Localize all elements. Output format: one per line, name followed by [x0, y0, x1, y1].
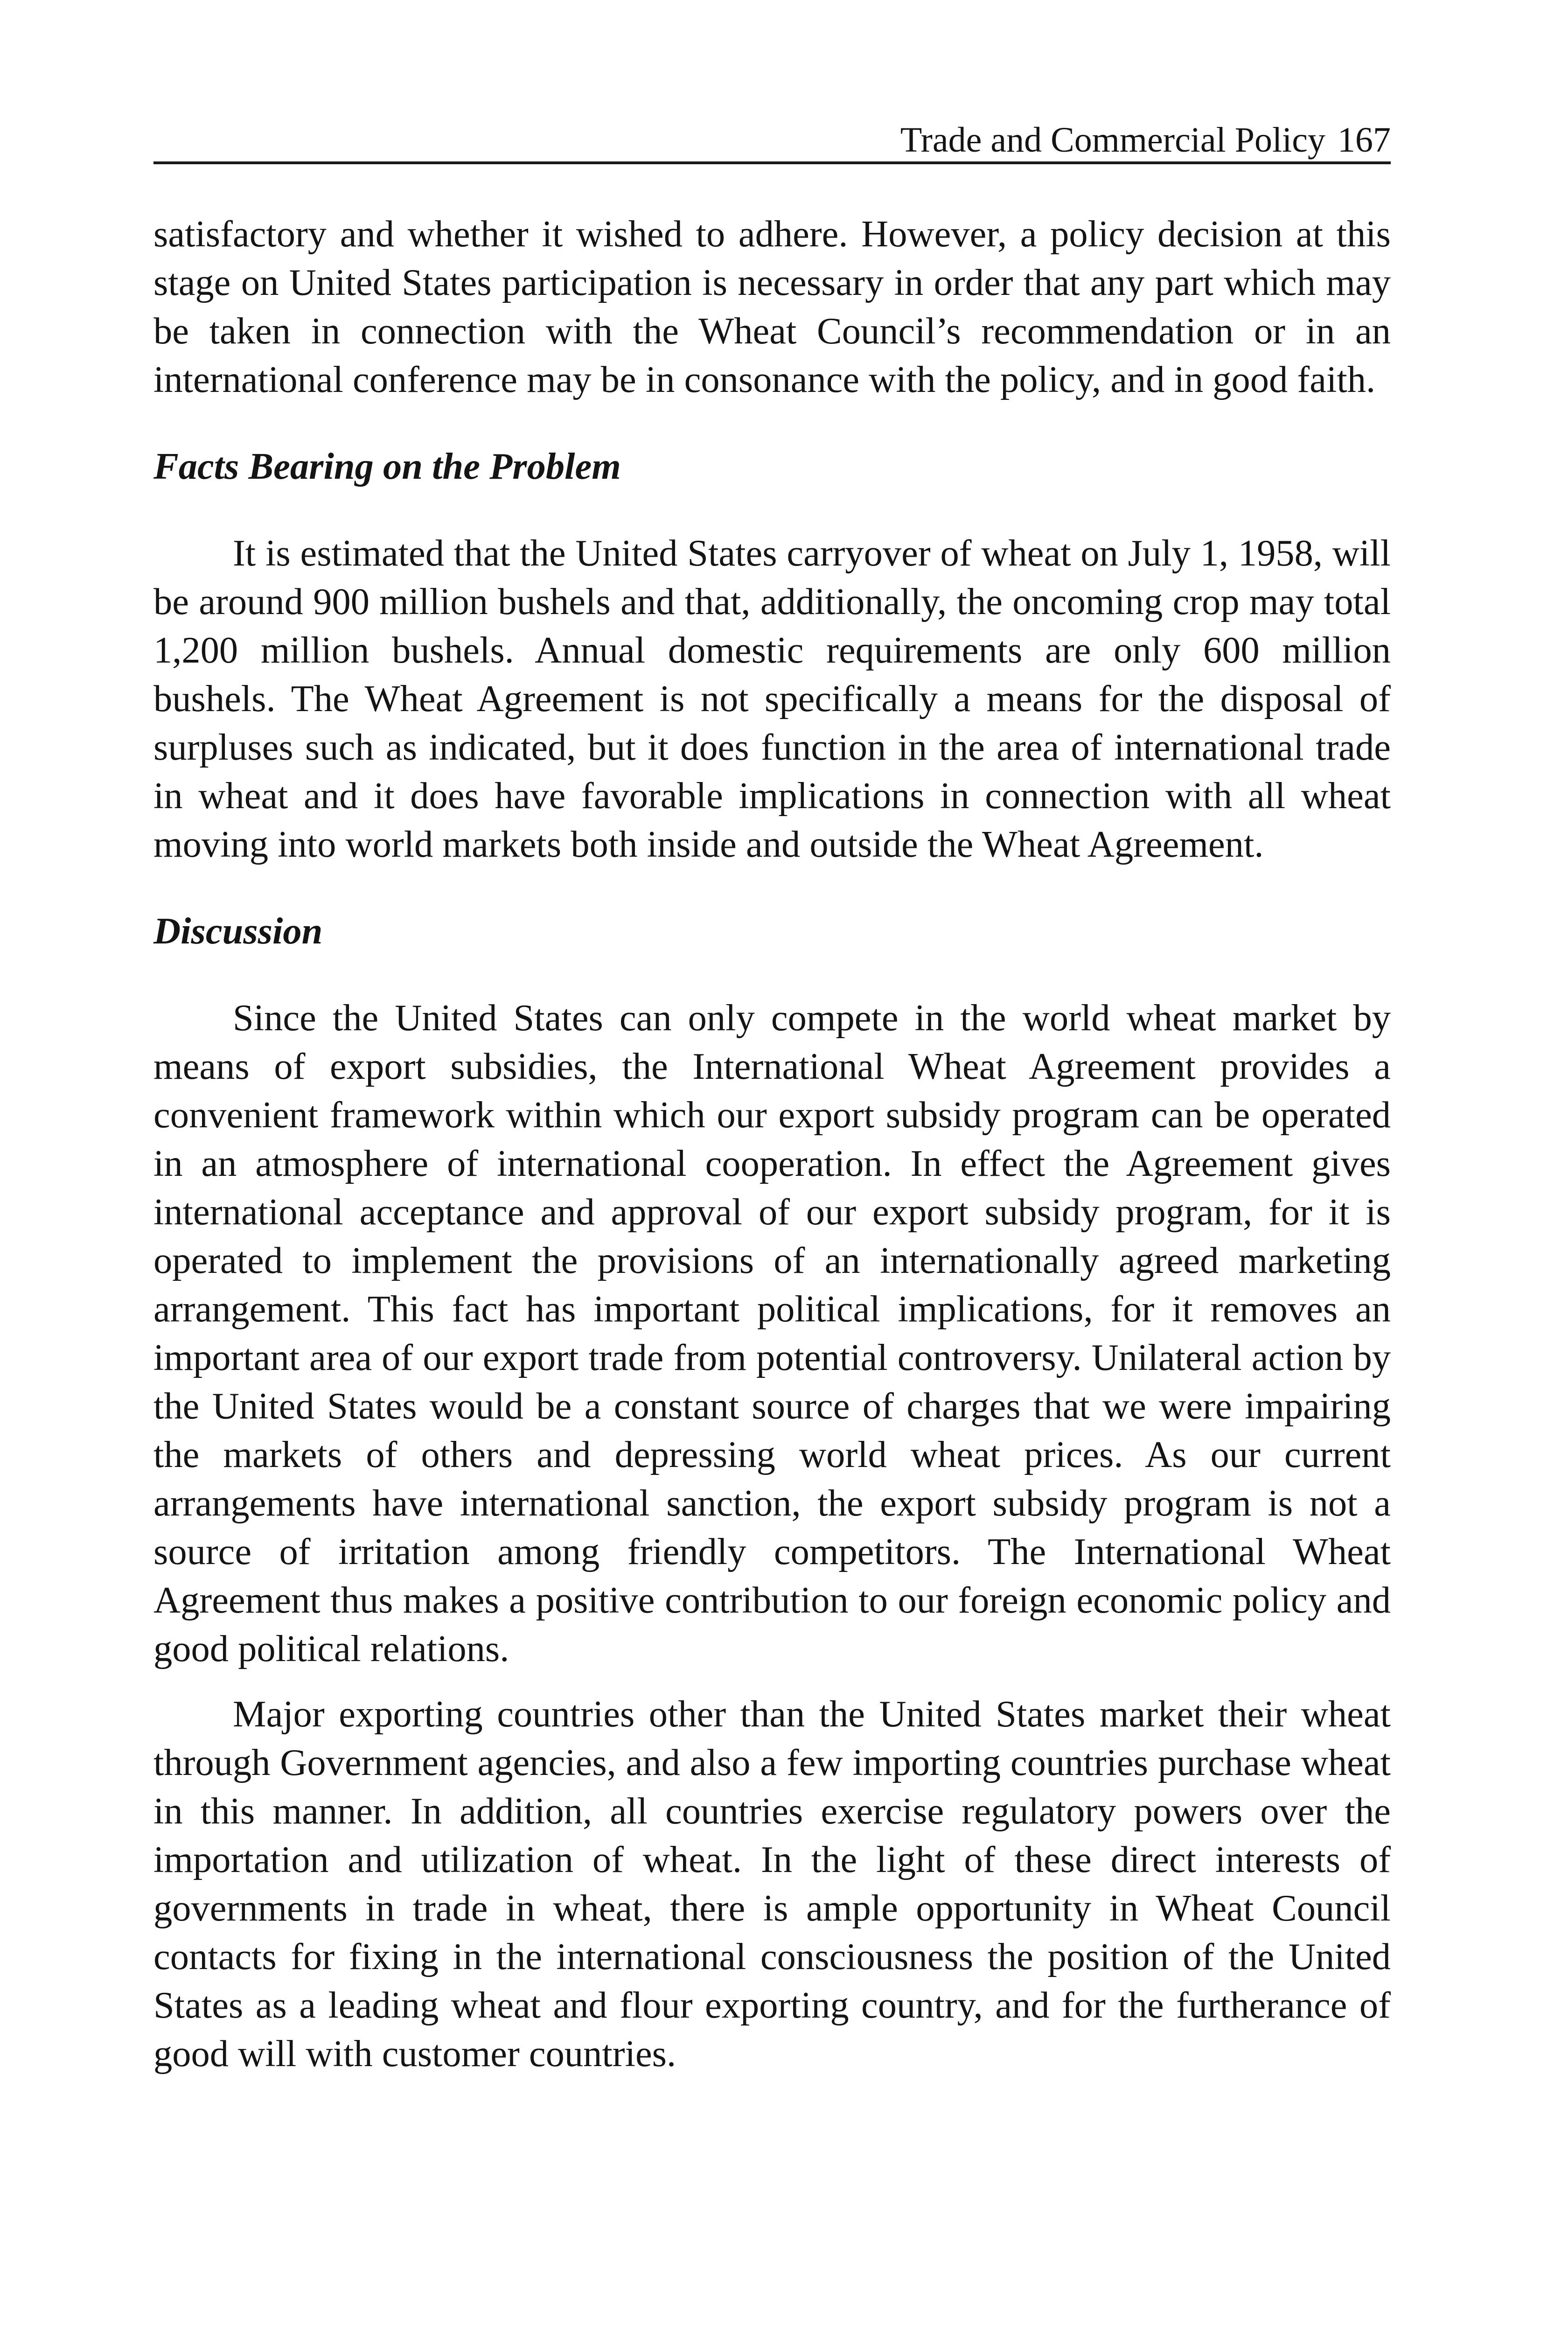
- running-head: [153, 108, 1391, 164]
- paragraph-continuation: satisfactory and whether it wished to adhere. However, a policy decision at this stage on United States participation is necessary in order that any part which may be taken in connection with the Wheat Council’s recommendation or in an international conference may be in consonance with the policy, and in good faith.: [153, 213, 1391, 400]
- page-number: 167: [1338, 120, 1391, 160]
- paragraph-discussion-1: Since the United States can only compete in the world wheat market by means of export subsidies, the International Wheat Agreement provides a convenient framework within which our export subsidy program can be operated in an atmosphere of international cooperation. In effect the Agreement gives international acceptance and approval of our export subsidy program, for it is operated to implement the provisions of an internationally agreed marketing arrangement. This fact has important political implications, for it removes an important area of our export trade from potential controversy. Unilateral action by the United States would be a constant source of charges that we were impairing the markets of others and depressing world wheat prices. As our current arrangements have international sanction, the export subsidy program is not a source of irritation among friendly competitors. The International Wheat Agreement thus makes a positive contribution to our foreign economic policy and good political relations.: [153, 997, 1391, 1669]
- paragraph-discussion-2: Major exporting countries other than the United States market their wheat through Government agencies, and also a few importing countries purchase wheat in this manner. In addition, all countries exercise regulatory powers over the importation and utilization of wheat. In the light of these direct interests of governments in trade in wheat, there is ample opportunity in Wheat Council contacts for fixing in the international consciousness the position of the United States as a leading wheat and flour exporting country, and for the furtherance of good will with customer countries.: [153, 1693, 1391, 2075]
- running-head-title: Trade and Commercial Policy: [900, 120, 1325, 160]
- paragraph-facts: It is estimated that the United States carryover of wheat on July 1, 1958, will be around 900 million bushels and that, additionally, the oncoming crop may total 1,200 million bushels. Annual domestic requirements are only 600 million bushels. The Wheat Agreement is not specifically a means for the disposal of surpluses such as indicated, but it does function in the area of international trade in wheat and it does have favorable implications in connection with all wheat moving into world markets both inside and outside the Wheat Agreement.: [153, 532, 1391, 865]
- body-text: [153, 210, 1391, 2078]
- section-heading-facts: Facts Bearing on the Problem: [153, 446, 621, 487]
- section-heading-discussion: Discussion: [153, 910, 323, 952]
